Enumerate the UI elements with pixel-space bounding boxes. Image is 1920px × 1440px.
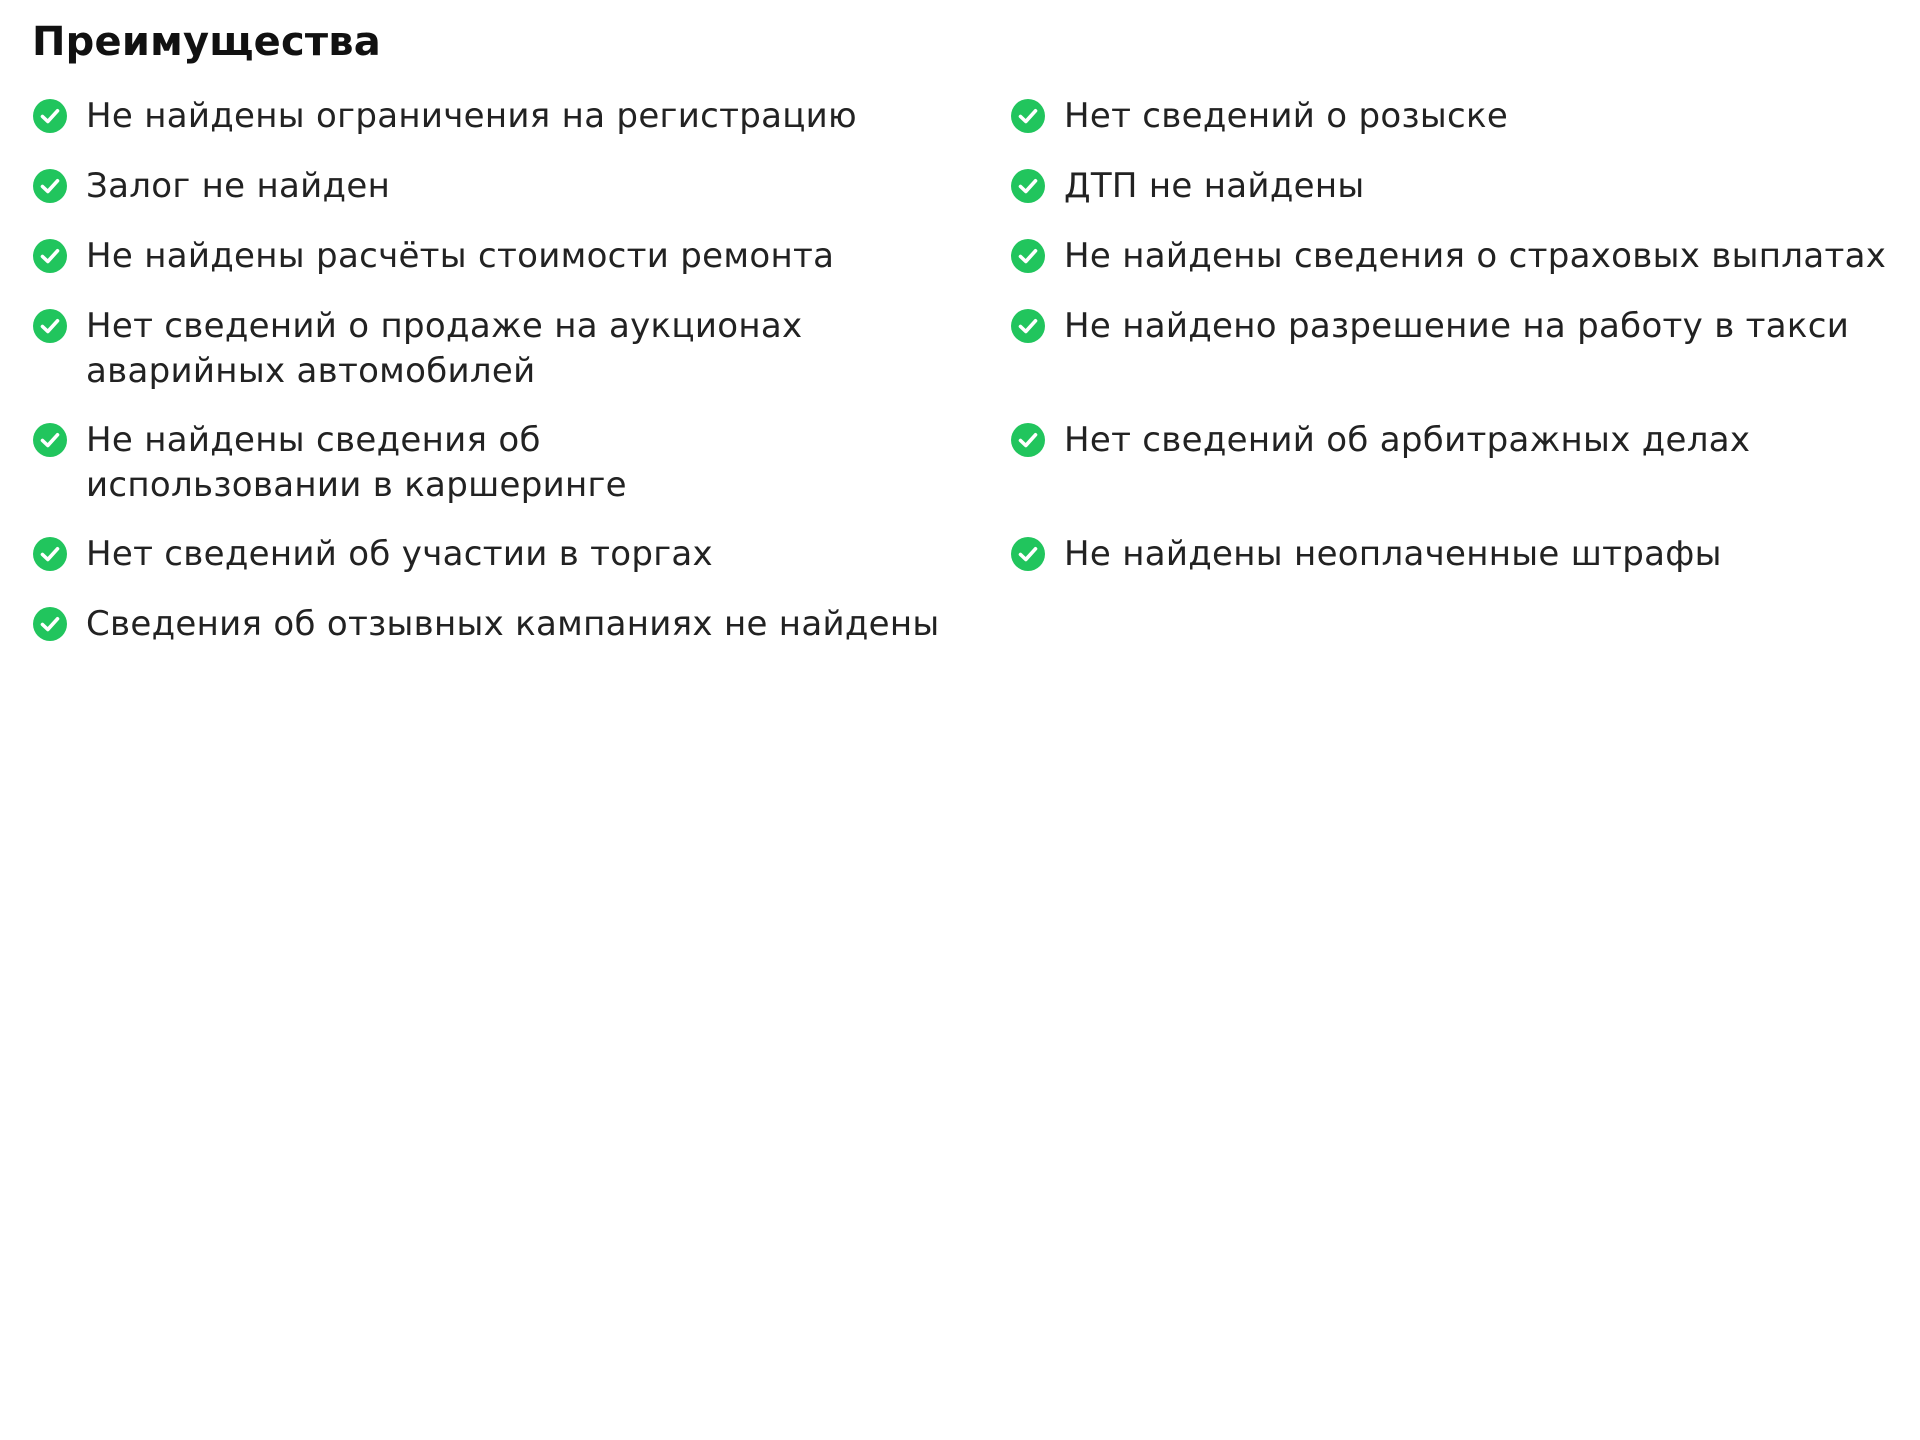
check-circle-icon <box>1010 536 1046 572</box>
check-circle-icon <box>32 606 68 642</box>
section-title: Преимущества <box>32 19 381 65</box>
advantage-label: Не найдены расчёты стоимости ремонта <box>86 236 835 276</box>
check-circle-icon <box>1010 422 1046 458</box>
check-circle-icon <box>1010 168 1046 204</box>
advantage-item <box>1010 532 1890 578</box>
check-circle-icon <box>32 422 68 458</box>
advantage-label: ДТП не найдены <box>1064 166 1365 206</box>
advantage-item <box>32 532 1010 578</box>
advantage-label: Не найдены сведения о страховых выплатах <box>1064 236 1887 276</box>
advantage-label: Залог не найден <box>86 166 391 206</box>
advantage-label: Не найдены ограничения на регистрацию <box>86 96 857 136</box>
advantage-label: Нет сведений об арбитражных делах <box>1064 420 1751 460</box>
check-circle-icon <box>1010 98 1046 134</box>
advantage-label: Не найдено разрешение на работу в такси <box>1064 306 1850 346</box>
advantage-item <box>1010 234 1890 280</box>
advantage-item <box>32 234 1010 280</box>
advantage-label: Нет сведений о продаже на аукционах аварийных автомобилей <box>86 306 803 391</box>
advantage-item <box>1010 164 1890 210</box>
advantage-item <box>1010 94 1890 140</box>
check-circle-icon <box>1010 238 1046 274</box>
check-circle-icon <box>1010 308 1046 344</box>
advantages-grid <box>32 94 1888 648</box>
advantage-item <box>32 418 1010 508</box>
check-circle-icon <box>32 98 68 134</box>
check-circle-icon <box>32 238 68 274</box>
advantage-label: Нет сведений об участии в торгах <box>86 534 713 574</box>
check-circle-icon <box>32 536 68 572</box>
advantage-item <box>32 94 1010 140</box>
advantage-label: Не найдены сведения об использовании в каршеринге <box>86 420 627 505</box>
advantage-label: Нет сведений о розыске <box>1064 96 1509 136</box>
check-circle-icon <box>32 168 68 204</box>
advantage-item <box>1010 418 1890 464</box>
advantage-item-empty <box>1010 602 1890 648</box>
check-circle-icon <box>32 308 68 344</box>
advantage-item <box>32 304 1010 394</box>
advantage-item <box>32 602 1010 648</box>
advantage-label: Не найдены неоплаченные штрафы <box>1064 534 1722 574</box>
advantage-label: Сведения об отзывных кампаниях не найдены <box>86 604 940 644</box>
advantage-item <box>1010 304 1890 350</box>
advantage-item <box>32 164 1010 210</box>
